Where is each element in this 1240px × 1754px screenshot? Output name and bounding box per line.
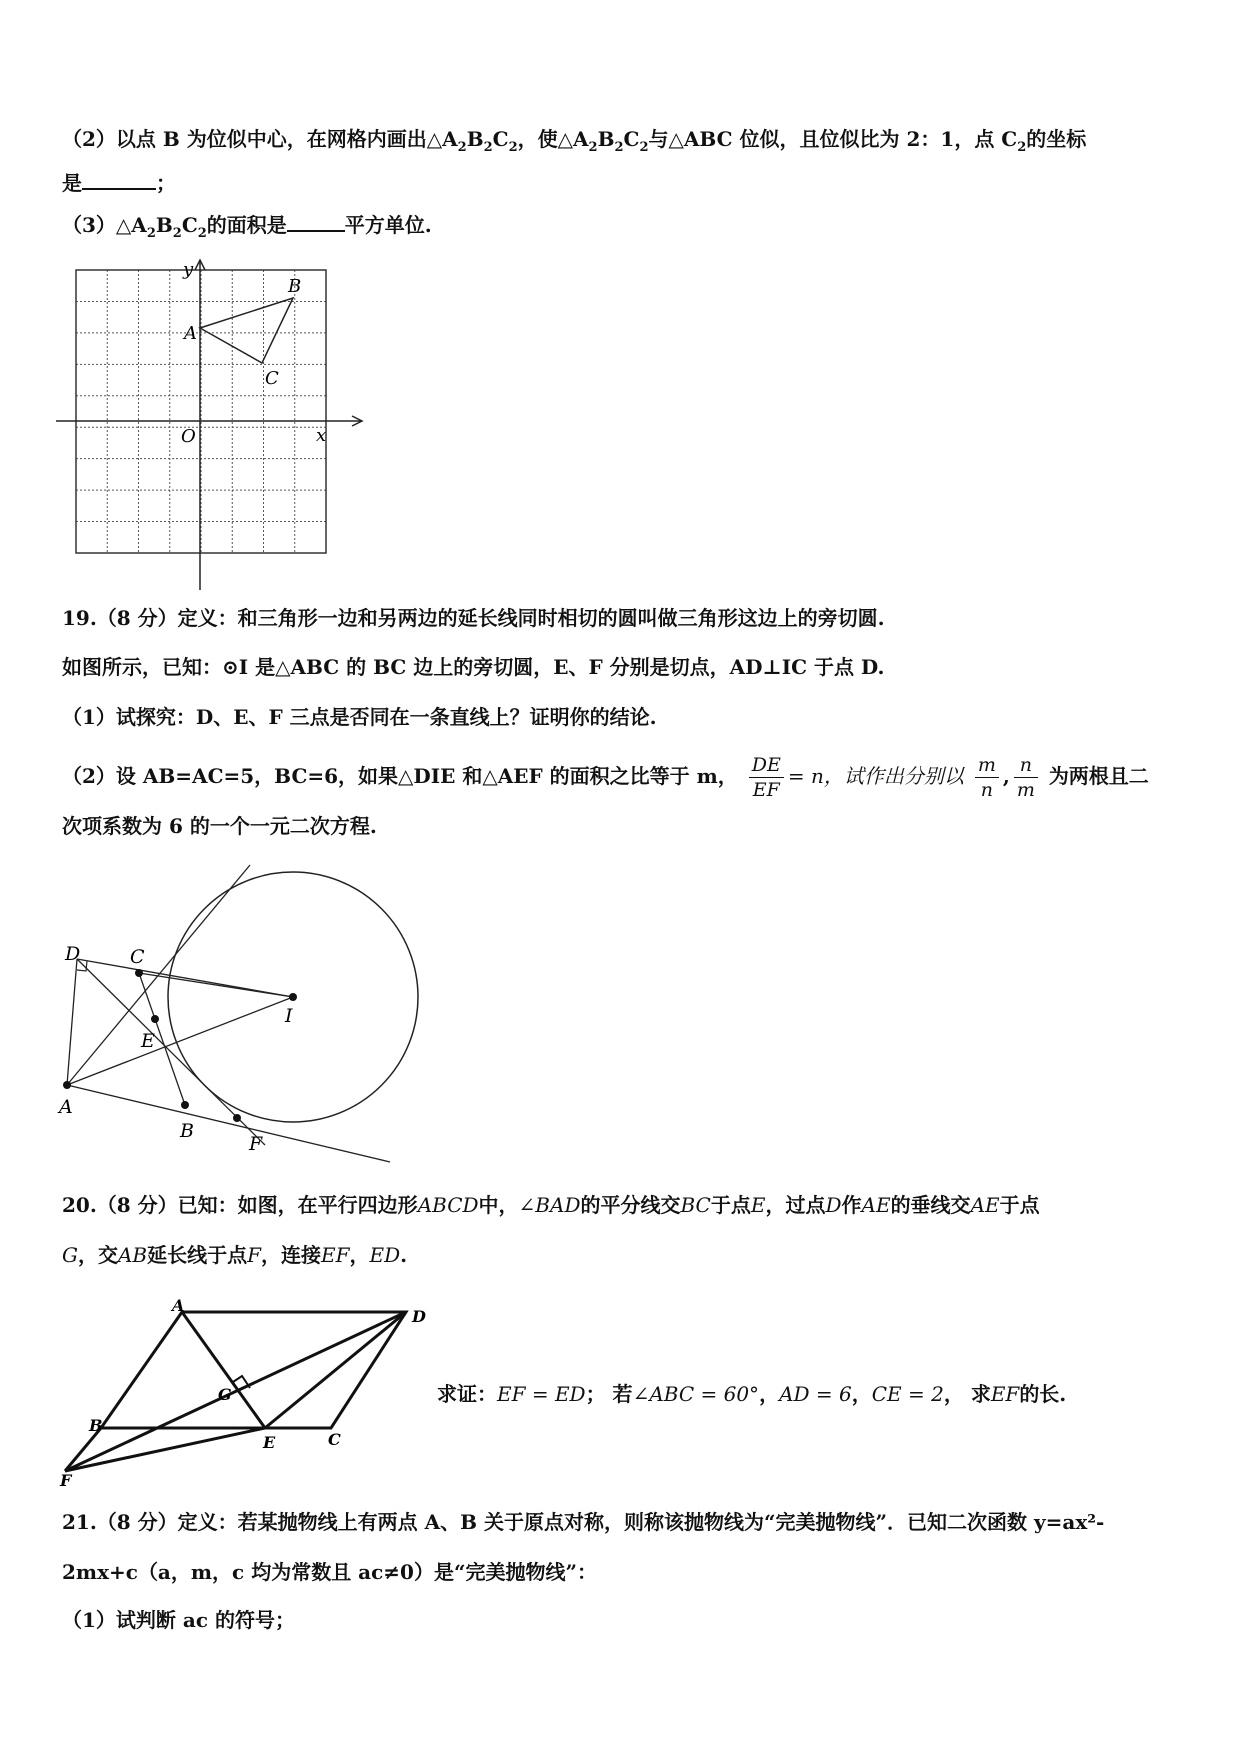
q18-part3-line: $(3)\triangle A_2B_2C_2$的面积是 平方单位. xyxy=(62,210,432,248)
segment-ad xyxy=(67,959,77,1085)
answer-blank xyxy=(82,168,156,190)
q19-line3: （1）试探究：D、E、F 三点是否同在一条直线上？证明你的结论. xyxy=(62,705,657,729)
fraction-n-m: $\frac{n}{m}$ xyxy=(1014,753,1038,802)
label-f: F xyxy=(60,1471,72,1488)
label-i: I xyxy=(285,1005,293,1027)
q19-line4: （2）设 AB=AC=5，BC=6，如果△DIE 和△AEF 的面积之比等于 m， $\frac{DE}{EF}$ = n，试作出分别以 $\frac{m}{n}$ , $\frac{n}{m}$ 为两根且二 xyxy=(62,754,1149,801)
q20-line2: G，交AB延长线于点F，连接EF，ED. xyxy=(62,1243,408,1267)
x-axis-label: x xyxy=(316,425,327,446)
answer-blank xyxy=(287,210,345,232)
label-e: E xyxy=(141,1030,155,1052)
label-a: A xyxy=(172,1298,185,1315)
label-b: B xyxy=(89,1416,103,1435)
fraction-m-n: $\frac{m}{n}$ xyxy=(975,753,999,802)
label-b: B xyxy=(180,1120,194,1142)
segment-ed xyxy=(265,1312,406,1428)
q18-grid-figure xyxy=(50,255,390,590)
origin-label: O xyxy=(181,426,196,447)
point-c xyxy=(135,969,143,977)
label-e: E xyxy=(263,1433,276,1452)
label-f: F xyxy=(249,1133,263,1155)
q19-line2: 如图所示，已知：⊙I 是△ABC 的 BC 边上的旁切圆，E、F 分别是切点，AD⊥IC 于点 D. xyxy=(62,655,885,679)
triangle-abc xyxy=(200,298,293,363)
label-a: A xyxy=(59,1096,73,1118)
label-c: C xyxy=(130,946,145,968)
point-a xyxy=(63,1081,71,1089)
label-g: G xyxy=(218,1385,232,1404)
tangent-line-ab xyxy=(67,1085,390,1162)
q19-line5: 次项系数为 6 的一个一元二次方程. xyxy=(62,814,377,838)
label-c: C xyxy=(328,1430,341,1449)
fraction-de-ef: $\frac{DE}{EF}$ xyxy=(749,753,784,802)
q21-line2: 2mx+c（a，m，c 均为常数且 ac≠0）是“完美抛物线”： xyxy=(62,1560,597,1584)
q18-part2-line2: 是 ； xyxy=(62,168,176,197)
q21-line3: （1）试判断 ac 的符号； xyxy=(62,1608,295,1632)
q19-excircle-figure xyxy=(55,860,435,1170)
point-e xyxy=(151,1015,159,1023)
q21-line1: 21.（8 分）定义：若某抛物线上有两点 A、B 关于原点对称，则称该抛物线为“完美抛物线”．已知二次函数 y=ax²- xyxy=(62,1510,1105,1534)
q19-line1: 19.（8 分）定义：和三角形一边和另两边的延长线同时相切的圆叫做三角形这边上的旁切圆. xyxy=(62,606,885,630)
point-b xyxy=(181,1101,189,1109)
label-d: D xyxy=(65,943,81,965)
point-c-label: C xyxy=(265,368,279,389)
point-a-label: A xyxy=(184,323,197,344)
point-b-label: B xyxy=(288,276,302,297)
point-i xyxy=(289,993,297,1001)
q20-line1: 20.（8 分）已知：如图，在平行四边形ABCD中，∠BAD的平分线交BC于点E，过点D作AE的垂线交AE于点 xyxy=(62,1193,1040,1217)
q18-part2-line1: （2）以点 B 为位似中心，在网格内画出$\triangle A_2B_2C_2$，使$\triangle A_2B_2C_2$与△ABC 位似，且位似比为 2：1，点 $C_2$的坐标 xyxy=(62,127,1087,155)
q20-prove-line: 求证：EF = ED； 若∠ABC = 60°，AD = 6，CE = 2， 求EF的长. xyxy=(437,1382,1067,1406)
segment-ai xyxy=(67,997,293,1085)
label-d: D xyxy=(412,1307,426,1326)
point-f xyxy=(233,1114,241,1122)
tangent-line-ac xyxy=(67,865,250,1085)
q20-parallelogram-figure xyxy=(55,1298,445,1488)
y-axis-label: y xyxy=(183,259,194,280)
